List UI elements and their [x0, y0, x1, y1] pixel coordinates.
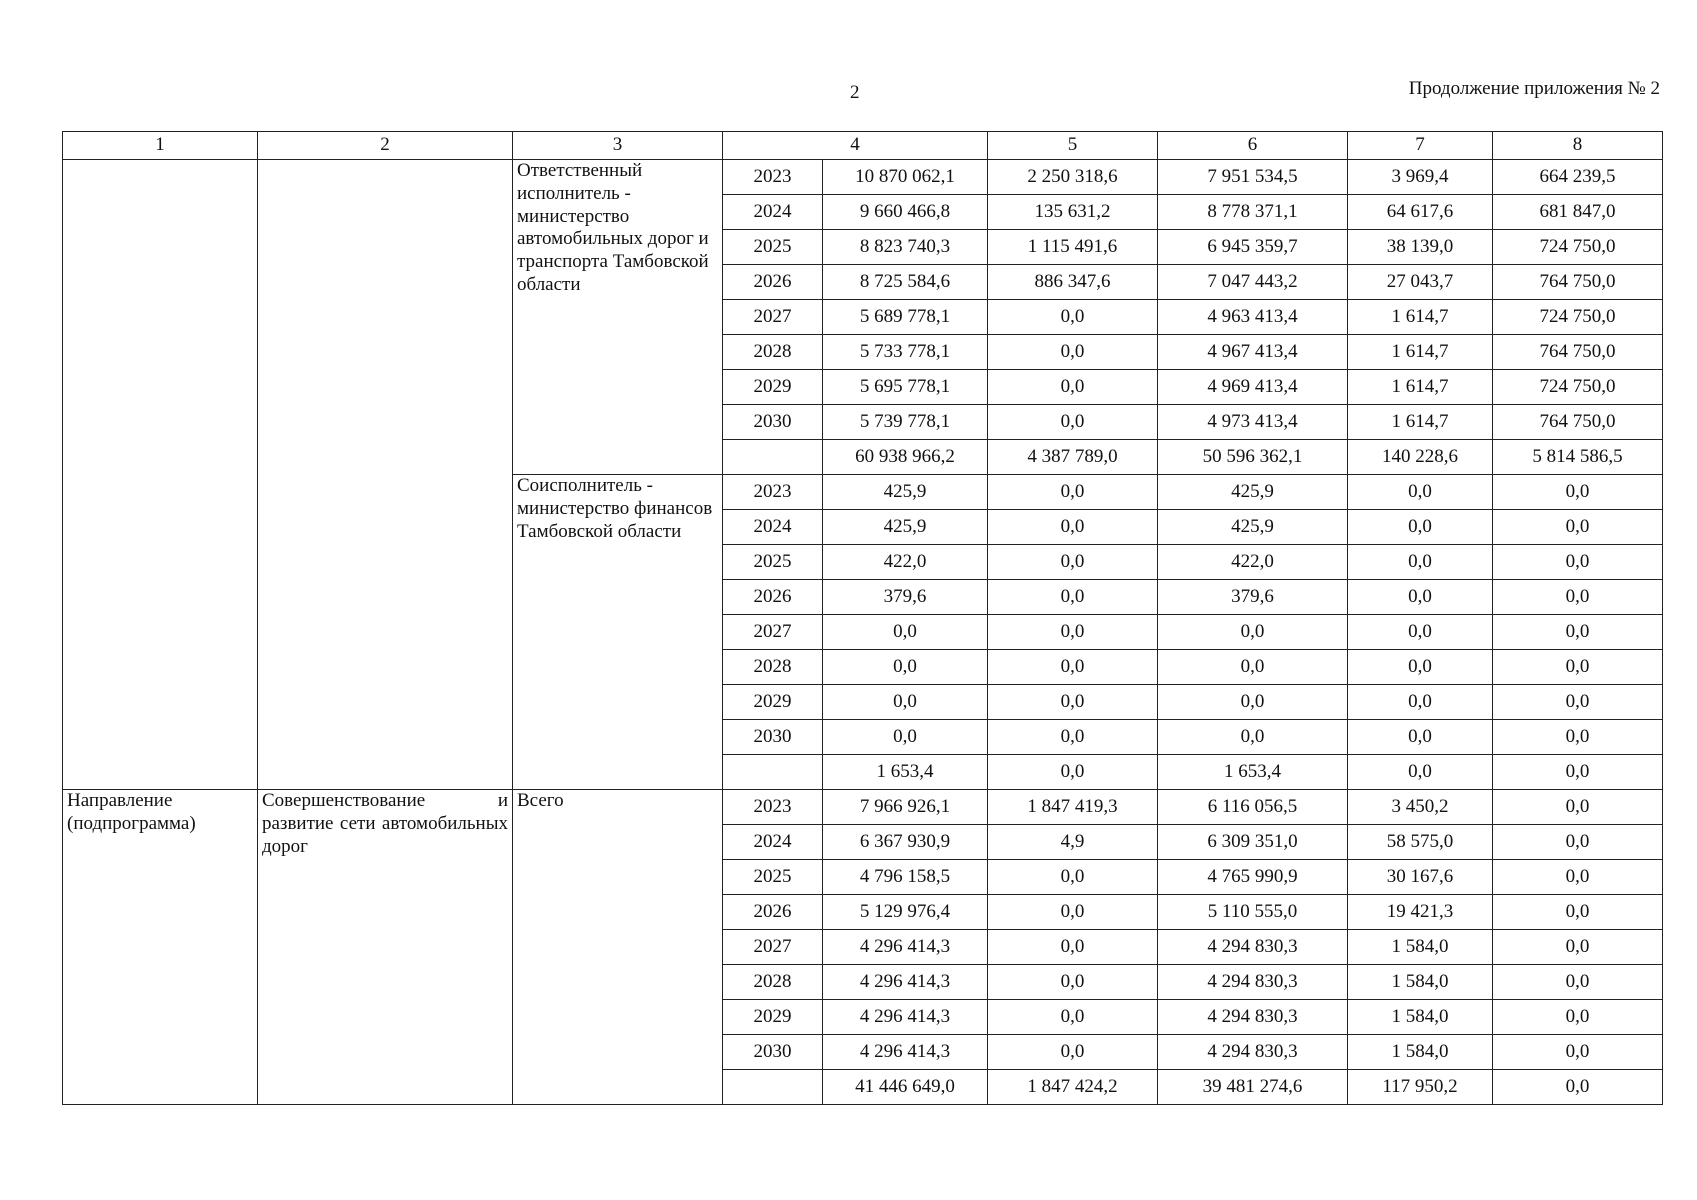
value-cell: 1 614,7 [1348, 405, 1493, 440]
value-cell: 0,0 [1493, 825, 1663, 860]
value-cell: 1 847 419,3 [988, 790, 1158, 825]
value-cell: 1 847 424,2 [988, 1070, 1158, 1105]
year-cell [723, 1070, 823, 1105]
value-cell: 379,6 [823, 580, 988, 615]
value-cell: 379,6 [1158, 580, 1348, 615]
column-number-row [63, 132, 1663, 160]
value-cell: 4 294 830,3 [1158, 1000, 1348, 1035]
value-cell: 681 847,0 [1493, 195, 1663, 230]
value-cell: 0,0 [988, 720, 1158, 755]
value-cell: 724 750,0 [1493, 370, 1663, 405]
value-cell: 0,0 [1493, 510, 1663, 545]
value-cell: 724 750,0 [1493, 300, 1663, 335]
budget-table [62, 131, 1663, 1105]
value-cell: 0,0 [1493, 615, 1663, 650]
value-cell: 5 733 778,1 [823, 335, 988, 370]
value-cell: 4 765 990,9 [1158, 860, 1348, 895]
value-cell: 0,0 [988, 650, 1158, 685]
value-cell: 3 450,2 [1348, 790, 1493, 825]
year-cell: 2030 [723, 1035, 823, 1070]
value-cell: 6 116 056,5 [1158, 790, 1348, 825]
value-cell: 0,0 [988, 1000, 1158, 1035]
value-cell: 38 139,0 [1348, 230, 1493, 265]
value-cell: 0,0 [1348, 615, 1493, 650]
year-cell: 2024 [723, 510, 823, 545]
value-cell: 19 421,3 [1348, 895, 1493, 930]
value-cell: 0,0 [823, 650, 988, 685]
value-cell: 764 750,0 [1493, 335, 1663, 370]
value-cell: 5 739 778,1 [823, 405, 988, 440]
column-header: 1 [63, 132, 258, 160]
value-cell: 4 294 830,3 [1158, 965, 1348, 1000]
year-cell: 2025 [723, 230, 823, 265]
value-cell: 0,0 [1493, 580, 1663, 615]
value-cell: 4 963 413,4 [1158, 300, 1348, 335]
value-cell: 6 309 351,0 [1158, 825, 1348, 860]
value-cell: 1 584,0 [1348, 965, 1493, 1000]
value-cell: 39 481 274,6 [1158, 1070, 1348, 1105]
value-cell: 1 614,7 [1348, 300, 1493, 335]
value-cell: 0,0 [988, 965, 1158, 1000]
value-cell: 0,0 [1493, 545, 1663, 580]
value-cell: 8 725 584,6 [823, 265, 988, 300]
year-cell: 2030 [723, 720, 823, 755]
value-cell: 140 228,6 [1348, 440, 1493, 475]
value-cell: 1 584,0 [1348, 1035, 1493, 1070]
value-cell: 0,0 [1158, 615, 1348, 650]
value-cell: 0,0 [1348, 545, 1493, 580]
value-cell: 425,9 [823, 475, 988, 510]
year-cell: 2026 [723, 895, 823, 930]
value-cell: 0,0 [1348, 475, 1493, 510]
value-cell: 27 043,7 [1348, 265, 1493, 300]
year-cell: 2026 [723, 580, 823, 615]
value-cell: 764 750,0 [1493, 405, 1663, 440]
value-cell: 0,0 [1348, 580, 1493, 615]
value-cell: 5 695 778,1 [823, 370, 988, 405]
value-cell: 5 129 976,4 [823, 895, 988, 930]
column-header: 2 [258, 132, 513, 160]
year-cell: 2029 [723, 685, 823, 720]
value-cell: 886 347,6 [988, 265, 1158, 300]
name-cell: Совершенствование и развитие сети автомобильных дорог [258, 790, 513, 1105]
column-header: 6 [1158, 132, 1348, 160]
value-cell: 135 631,2 [988, 195, 1158, 230]
value-cell: 7 966 926,1 [823, 790, 988, 825]
column-header: 7 [1348, 132, 1493, 160]
value-cell: 0,0 [1348, 650, 1493, 685]
direction-cell [63, 160, 258, 790]
value-cell: 10 870 062,1 [823, 160, 988, 195]
value-cell: 64 617,6 [1348, 195, 1493, 230]
value-cell: 0,0 [1348, 755, 1493, 790]
value-cell: 117 950,2 [1348, 1070, 1493, 1105]
value-cell: 4,9 [988, 825, 1158, 860]
value-cell: 4 969 413,4 [1158, 370, 1348, 405]
value-cell: 8 778 371,1 [1158, 195, 1348, 230]
value-cell: 422,0 [1158, 545, 1348, 580]
value-cell: 0,0 [1493, 1070, 1663, 1105]
value-cell: 4 296 414,3 [823, 1000, 988, 1035]
value-cell: 0,0 [1493, 755, 1663, 790]
year-cell: 2028 [723, 965, 823, 1000]
year-cell: 2025 [723, 545, 823, 580]
value-cell: 4 387 789,0 [988, 440, 1158, 475]
value-cell: 8 823 740,3 [823, 230, 988, 265]
value-cell: 0,0 [988, 370, 1158, 405]
year-cell: 2027 [723, 300, 823, 335]
value-cell: 0,0 [1493, 720, 1663, 755]
table-row [63, 160, 1663, 195]
year-cell: 2023 [723, 160, 823, 195]
executor-cell: Соисполнитель - министерство финансов Тамбовской области [513, 475, 723, 790]
value-cell: 0,0 [988, 895, 1158, 930]
page-caption: Продолжение приложения № 2 [1408, 78, 1660, 99]
value-cell: 7 951 534,5 [1158, 160, 1348, 195]
budget-table-body [63, 132, 1663, 1105]
value-cell: 0,0 [988, 860, 1158, 895]
value-cell: 0,0 [1493, 930, 1663, 965]
year-cell: 2024 [723, 825, 823, 860]
column-header: 8 [1493, 132, 1663, 160]
value-cell: 0,0 [988, 545, 1158, 580]
value-cell: 60 938 966,2 [823, 440, 988, 475]
value-cell: 7 047 443,2 [1158, 265, 1348, 300]
value-cell: 0,0 [1493, 1000, 1663, 1035]
year-cell: 2027 [723, 615, 823, 650]
value-cell: 5 814 586,5 [1493, 440, 1663, 475]
value-cell: 0,0 [988, 580, 1158, 615]
year-cell: 2024 [723, 195, 823, 230]
value-cell: 0,0 [988, 615, 1158, 650]
value-cell: 0,0 [1493, 965, 1663, 1000]
value-cell: 4 296 414,3 [823, 1035, 988, 1070]
value-cell: 0,0 [1348, 510, 1493, 545]
value-cell: 0,0 [1348, 720, 1493, 755]
value-cell: 0,0 [823, 685, 988, 720]
year-cell: 2028 [723, 650, 823, 685]
value-cell: 0,0 [988, 300, 1158, 335]
value-cell: 1 614,7 [1348, 335, 1493, 370]
value-cell: 58 575,0 [1348, 825, 1493, 860]
value-cell: 0,0 [823, 720, 988, 755]
value-cell: 3 969,4 [1348, 160, 1493, 195]
value-cell: 0,0 [1348, 685, 1493, 720]
value-cell: 4 973 413,4 [1158, 405, 1348, 440]
value-cell: 0,0 [1158, 685, 1348, 720]
value-cell: 0,0 [1493, 475, 1663, 510]
year-cell: 2029 [723, 1000, 823, 1035]
value-cell: 0,0 [1493, 1035, 1663, 1070]
executor-cell: Всего [513, 790, 723, 1105]
value-cell: 764 750,0 [1493, 265, 1663, 300]
value-cell: 0,0 [988, 475, 1158, 510]
value-cell: 1 584,0 [1348, 1000, 1493, 1035]
value-cell: 0,0 [988, 685, 1158, 720]
value-cell: 0,0 [988, 1035, 1158, 1070]
value-cell: 2 250 318,6 [988, 160, 1158, 195]
value-cell: 0,0 [1493, 860, 1663, 895]
year-cell: 2023 [723, 790, 823, 825]
value-cell: 0,0 [1493, 685, 1663, 720]
value-cell: 664 239,5 [1493, 160, 1663, 195]
value-cell: 0,0 [988, 405, 1158, 440]
value-cell: 0,0 [1493, 790, 1663, 825]
value-cell: 1 614,7 [1348, 370, 1493, 405]
value-cell: 4 296 414,3 [823, 930, 988, 965]
value-cell: 50 596 362,1 [1158, 440, 1348, 475]
value-cell: 4 296 414,3 [823, 965, 988, 1000]
year-cell: 2025 [723, 860, 823, 895]
value-cell: 6 367 930,9 [823, 825, 988, 860]
direction-cell: Направление (подпрограмма) [63, 790, 258, 1105]
year-cell [723, 755, 823, 790]
value-cell: 1 584,0 [1348, 930, 1493, 965]
table-row [63, 790, 1663, 825]
value-cell: 0,0 [988, 335, 1158, 370]
value-cell: 1 115 491,6 [988, 230, 1158, 265]
value-cell: 4 294 830,3 [1158, 930, 1348, 965]
value-cell: 724 750,0 [1493, 230, 1663, 265]
column-header: 4 [723, 132, 988, 160]
column-header: 3 [513, 132, 723, 160]
value-cell: 30 167,6 [1348, 860, 1493, 895]
value-cell: 0,0 [988, 510, 1158, 545]
value-cell: 5 110 555,0 [1158, 895, 1348, 930]
year-cell [723, 440, 823, 475]
value-cell: 6 945 359,7 [1158, 230, 1348, 265]
value-cell: 0,0 [1158, 650, 1348, 685]
value-cell: 0,0 [1493, 650, 1663, 685]
value-cell: 0,0 [823, 615, 988, 650]
value-cell: 425,9 [823, 510, 988, 545]
value-cell: 0,0 [988, 755, 1158, 790]
year-cell: 2023 [723, 475, 823, 510]
executor-cell: Ответственный исполнитель - министерство автомобильных дорог и транспорта Тамбовской области [513, 160, 723, 475]
value-cell: 1 653,4 [1158, 755, 1348, 790]
name-cell [258, 160, 513, 790]
value-cell: 425,9 [1158, 510, 1348, 545]
value-cell: 0,0 [1493, 895, 1663, 930]
value-cell: 422,0 [823, 545, 988, 580]
value-cell: 1 653,4 [823, 755, 988, 790]
value-cell: 4 294 830,3 [1158, 1035, 1348, 1070]
year-cell: 2029 [723, 370, 823, 405]
column-header: 5 [988, 132, 1158, 160]
year-cell: 2030 [723, 405, 823, 440]
value-cell: 4 967 413,4 [1158, 335, 1348, 370]
value-cell: 0,0 [988, 930, 1158, 965]
year-cell: 2028 [723, 335, 823, 370]
value-cell: 4 796 158,5 [823, 860, 988, 895]
page-number: 2 [850, 82, 860, 103]
year-cell: 2027 [723, 930, 823, 965]
year-cell: 2026 [723, 265, 823, 300]
value-cell: 5 689 778,1 [823, 300, 988, 335]
value-cell: 9 660 466,8 [823, 195, 988, 230]
value-cell: 425,9 [1158, 475, 1348, 510]
value-cell: 41 446 649,0 [823, 1070, 988, 1105]
value-cell: 0,0 [1158, 720, 1348, 755]
